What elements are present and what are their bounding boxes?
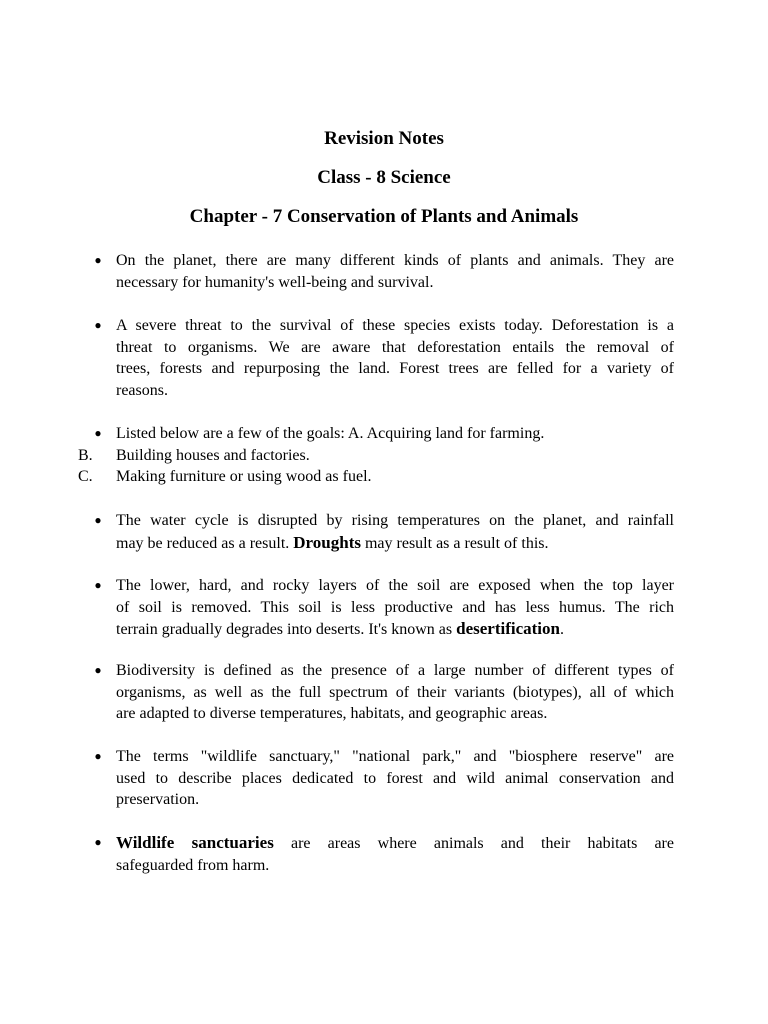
bullet-text: Listed below are a few of the goals: A. Acquiring land for farming.: [116, 425, 545, 442]
bullet-icon: ●: [94, 426, 102, 440]
sub-item-text: Building houses and factories.: [116, 446, 310, 464]
bold-term-wildlife-sanctuaries: Wildlife sanctuaries: [116, 833, 274, 852]
bullet-icon: ●: [94, 318, 102, 332]
bold-term-droughts: Droughts: [293, 532, 361, 552]
page-title: Revision Notes: [324, 128, 444, 149]
bullet-text: A severe threat to the survival of these species exists today. Deforestation is a threat to organisms. We are aware that deforestation entails the removal of trees, forests and repurposing the land. Forest trees are felled for a variety of reasons.: [116, 317, 674, 399]
bullet-icon: ●: [94, 253, 102, 267]
bullet-icon: ●: [94, 835, 102, 849]
chapter-title: Chapter - 7 Conservation of Plants and Animals: [189, 206, 579, 227]
bullet-text: On the planet, there are many different kinds of plants and animals. They are necessary for humanity's well-being and survival.: [116, 252, 674, 291]
sub-item-marker: C.: [78, 468, 93, 486]
bullet-text: Biodiversity is defined as the presence of a large number of different types of organisms, as well as the full spectrum of their variants (biotypes), all of which are adapted to diverse temperatures, habitats, and geographic areas.: [116, 662, 674, 723]
bold-term-desertification: desertification: [456, 619, 560, 639]
bullet-text: The terms "wildlife sanctuary," "national park," and "biosphere reserve" are used to describe places dedicated to forest and wild animal conservation and preservation.: [116, 748, 674, 809]
bullet-text: The lower, hard, and rocky layers of the soil are exposed when the top layer of soil is removed. This soil is less productive and has less humus. The rich terrain gradually degrades into deserts. It's known as desertification.: [116, 577, 674, 639]
sub-item-marker: B.: [78, 446, 93, 464]
bullet-icon: ●: [94, 749, 102, 763]
bullet-icon: ●: [94, 578, 102, 592]
sub-item-text: Making furniture or using wood as fuel.: [116, 468, 372, 486]
bullet-text: The water cycle is disrupted by rising temperatures on the planet, and rainfall may be reduced as a result. Droughts may result as a result of this.: [116, 512, 674, 552]
bullet-icon: ●: [94, 513, 102, 527]
bullet-text: Wildlife sanctuaries are areas where animals and their habitats are safeguarded from harm.: [116, 833, 674, 874]
bullet-icon: ●: [94, 663, 102, 677]
class-subtitle: Class - 8 Science: [317, 167, 451, 188]
